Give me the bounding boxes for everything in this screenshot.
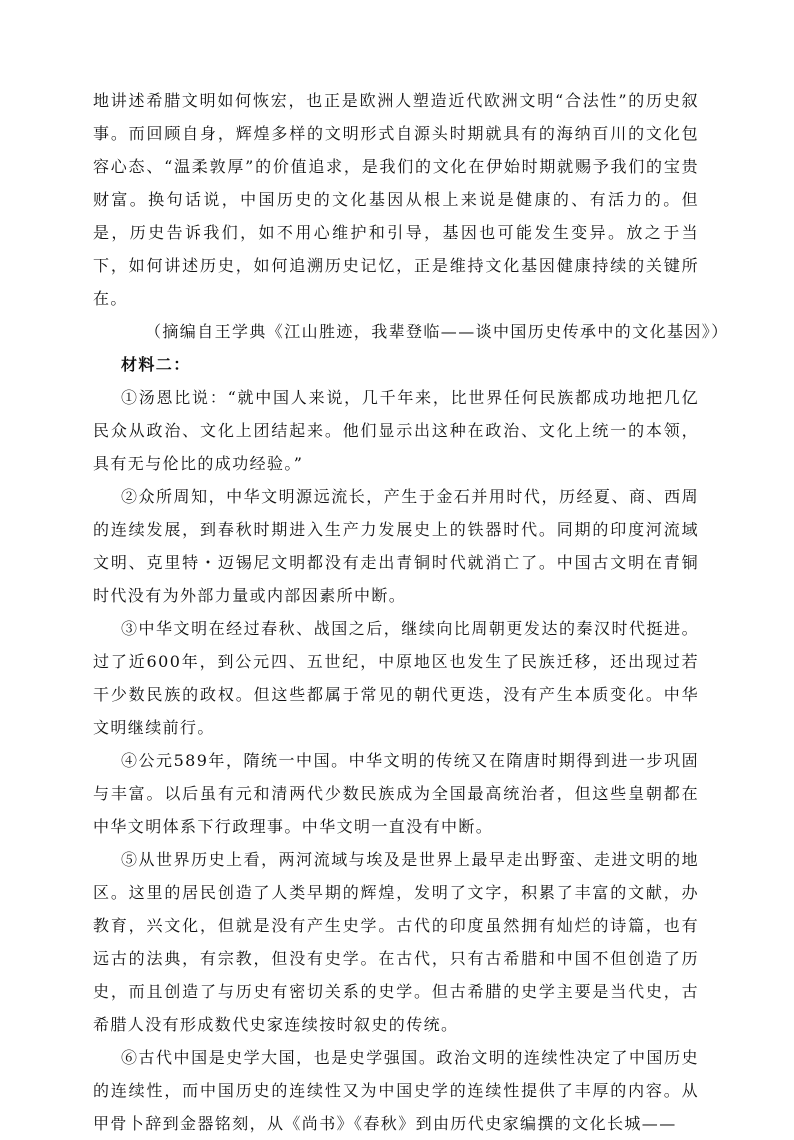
material-two-heading: 材料二：	[121, 355, 191, 374]
paragraph-3: ③中华文明在经过春秋、战国之后，继续向比周朝更发达的秦汉时代挺进。过了近600年，到公元四、五世纪，中原地区也发生了民族迁移，还出现过若干少数民族的政权。但这些都属于常见的朝代更迭，没有产生本质变化。中华文明继续前行。	[93, 619, 699, 737]
intro-paragraph: 地讲述希腊文明如何恢宏，也正是欧洲人塑造近代欧洲文明“合法性”的历史叙事。而回顾自身，辉煌多样的文明形式自源头时期就具有的海纳百川的文化包容心态、“温柔敦厚”的价值追求，是我们的文化在伊始时期就赐予我们的宝贵财富。换句话说，中国历史的文化基因从根上来说是健康的、有活力的。但是，历史告诉我们，如不用心维护和引导，基因也可能发生变异。放之于当下，如何讲述历史，如何追溯历史记忆，正是维持文化基因健康持续的关键所在。	[93, 91, 699, 308]
paragraph-1: ①汤恩比说：“就中国人来说，几千年来，比世界任何民族都成功地把几亿民众从政治、文化上团结起来。他们显示出这种在政治、文化上统一的本领，具有无与伦比的成功经验。”	[93, 388, 699, 473]
source-citation: （摘编自王学典《江山胜迹，我辈登临——谈中国历史传承中的文化基因》）	[145, 322, 729, 341]
document-page	[93, 84, 729, 1140]
paragraph-2: ②众所周知，中华文明源远流长，产生于金石并用时代，历经夏、商、西周的连续发展，到春秋时期进入生产力发展史上的铁器时代。同期的印度河流域文明、克里特・迈锡尼文明都没有走出青铜时代就消亡了。中国古文明在青铜时代没有为外部力量或内部因素所中断。	[93, 487, 699, 605]
paragraph-6: ⑥古代中国是史学大国，也是史学强国。政治文明的连续性决定了中国历史的连续性，而中国历史的连续性又为中国史学的连续性提供了丰厚的内容。从甲骨卜辞到金器铭刻，从《尚书》《春秋》到由历代史家编撰的文化长城——	[93, 1048, 699, 1133]
paragraph-5: ⑤从世界历史上看，两河流域与埃及是世界上最早走出野蛮、走进文明的地区。这里的居民创造了人类早期的辉煌，发明了文字，积累了丰富的文献，办教育，兴文化，但就是没有产生史学。古代的印度虽然拥有灿烂的诗篇，也有远古的法典，有宗教，但没有史学。在古代，只有古希腊和中国不但创造了历史，而且创造了与历史有密切关系的史学。但古希腊的史学主要是当代史，古希腊人没有形成数代史家连续按时叙史的传统。	[93, 850, 699, 1034]
paragraph-4: ④公元589年，隋统一中国。中华文明的传统又在隋唐时期得到进一步巩固与丰富。以后虽有元和清两代少数民族成为全国最高统治者，但这些皇朝都在中华文明体系下行政理事。中华文明一直没有中断。	[93, 751, 699, 836]
